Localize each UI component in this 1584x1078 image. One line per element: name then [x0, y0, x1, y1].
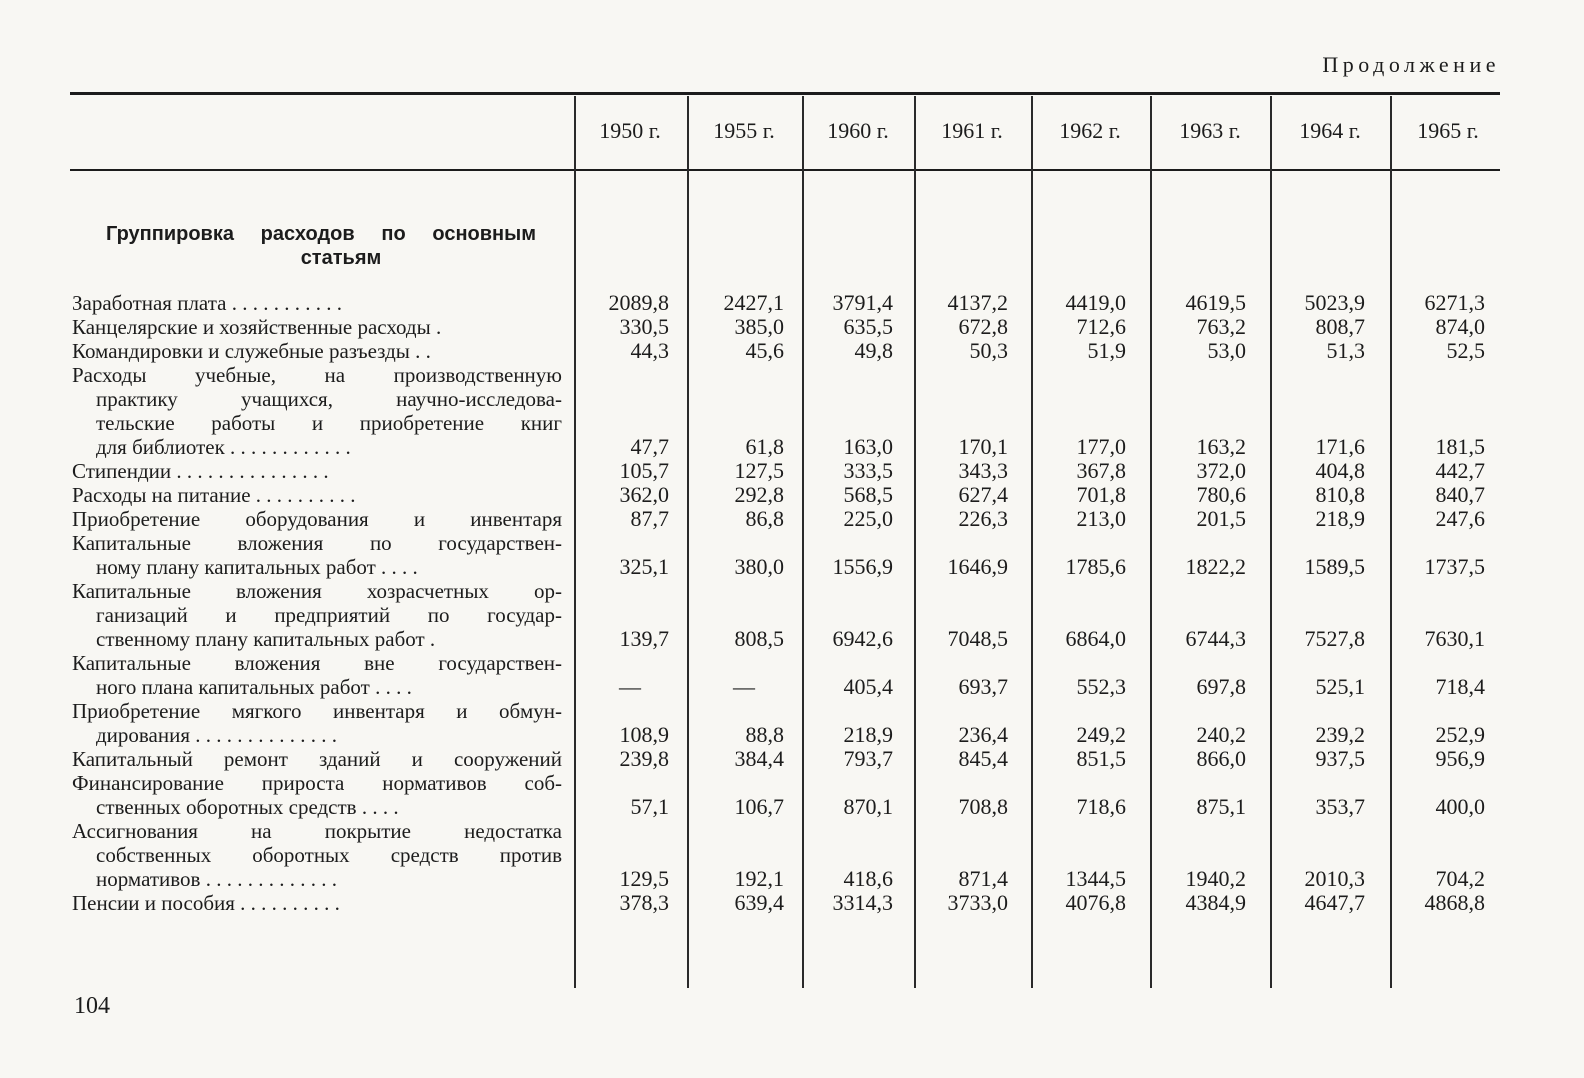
section-heading-line: Группировка расходов по основным	[106, 223, 536, 245]
table-cell: 870,1	[843, 794, 893, 819]
row-label	[72, 507, 562, 531]
row-label-line: ственных оборотных средств . . . .	[96, 795, 399, 819]
table-cell: 47,7	[630, 434, 669, 459]
table-cell: 3733,0	[947, 890, 1008, 915]
column-divider	[802, 96, 804, 988]
table-cell: 780,6	[1196, 482, 1246, 507]
table-cell: 362,0	[619, 482, 669, 507]
table-cell: 4619,5	[1185, 290, 1246, 315]
table-cell: 875,1	[1196, 794, 1246, 819]
table-cell: 400,0	[1435, 794, 1485, 819]
table-cell: 845,4	[958, 746, 1008, 771]
row-label-line: Капитальные вложения хозрасчетных ор-	[72, 579, 562, 603]
row-label	[72, 339, 562, 363]
row-label-line: Расходы на питание . . . . . . . . . .	[72, 483, 356, 507]
table-cell: 704,2	[1435, 866, 1485, 891]
table-cell: 697,8	[1196, 674, 1246, 699]
row-label	[72, 747, 562, 771]
table-cell: 4137,2	[947, 290, 1008, 315]
row-label	[72, 315, 562, 339]
table-cell: 3314,3	[832, 890, 893, 915]
table-cell: 3791,4	[832, 290, 893, 315]
table-cell: 635,5	[843, 314, 893, 339]
table-cell: 249,2	[1076, 722, 1126, 747]
year-header: 1964 г.	[1299, 118, 1361, 143]
table-cell: 333,5	[843, 458, 893, 483]
table-cell: 793,7	[843, 746, 893, 771]
table-cell: 404,8	[1315, 458, 1365, 483]
table-cell: —	[733, 674, 755, 699]
table-cell: 213,0	[1076, 506, 1126, 531]
row-label	[72, 459, 562, 483]
table-cell: 86,8	[745, 506, 784, 531]
table-cell: 7630,1	[1424, 626, 1485, 651]
row-label	[72, 699, 562, 747]
table-cell: 718,4	[1435, 674, 1485, 699]
table-cell: 1822,2	[1185, 554, 1246, 579]
table-cell: 127,5	[734, 458, 784, 483]
table-cell: 405,4	[843, 674, 893, 699]
column-divider	[1270, 96, 1272, 988]
table-cell: 61,8	[745, 434, 784, 459]
row-label-line: ственному плану капитальных работ .	[96, 627, 436, 651]
column-divider	[1150, 96, 1152, 988]
year-header: 1960 г.	[827, 118, 889, 143]
table-cell: 177,0	[1076, 434, 1126, 459]
year-header: 1961 г.	[941, 118, 1003, 143]
table-cell: 552,3	[1076, 674, 1126, 699]
row-label-line: Капитальные вложения вне государствен-	[72, 651, 562, 675]
table-cell: 866,0	[1196, 746, 1246, 771]
row-label-line: Заработная плата . . . . . . . . . . .	[72, 291, 342, 315]
continuation-label: Продолжение	[1322, 52, 1500, 77]
row-label-line: Приобретение мягкого инвентаря и обмун-	[72, 699, 562, 723]
column-divider	[687, 96, 689, 988]
table-cell: 236,4	[958, 722, 1008, 747]
table-cell: 568,5	[843, 482, 893, 507]
table-cell: 2089,8	[608, 290, 669, 315]
row-label-line: дирования . . . . . . . . . . . . . .	[96, 723, 338, 747]
column-divider	[1390, 96, 1392, 988]
table-cell: 1785,6	[1065, 554, 1126, 579]
table-cell: 956,9	[1435, 746, 1485, 771]
column-divider	[914, 96, 916, 988]
table-cell: 201,5	[1196, 506, 1246, 531]
row-label	[72, 819, 562, 891]
table-cell: 108,9	[619, 722, 669, 747]
table-cell: 1556,9	[832, 554, 893, 579]
row-label-line: Капитальный ремонт зданий и сооружений	[72, 747, 562, 771]
table-cell: 808,7	[1315, 314, 1365, 339]
table-cell: 49,8	[854, 338, 893, 363]
table-cell: 418,6	[843, 866, 893, 891]
page-number: 104	[74, 993, 110, 1019]
table-cell: 51,3	[1326, 338, 1365, 363]
table-cell: 252,9	[1435, 722, 1485, 747]
table-cell: 163,0	[843, 434, 893, 459]
table-cell: 226,3	[958, 506, 1008, 531]
year-header: 1955 г.	[713, 118, 775, 143]
table-cell: 1940,2	[1185, 866, 1246, 891]
row-label-line: Командировки и служебные разъезды . .	[72, 339, 431, 363]
section-heading	[106, 222, 536, 270]
table-cell: 380,0	[734, 554, 784, 579]
table-cell: 851,5	[1076, 746, 1126, 771]
table-cell: 2427,1	[723, 290, 784, 315]
row-label-line: Капитальные вложения по государствен-	[72, 531, 562, 555]
table-cell: 105,7	[619, 458, 669, 483]
table-cell: 525,1	[1315, 674, 1365, 699]
row-label	[72, 891, 562, 915]
table-cell: 325,1	[619, 554, 669, 579]
table-cell: 239,2	[1315, 722, 1365, 747]
table-cell: 4868,8	[1424, 890, 1485, 915]
table-cell: 1344,5	[1065, 866, 1126, 891]
table-cell: 4076,8	[1065, 890, 1126, 915]
table-cell: 808,5	[734, 626, 784, 651]
table-top-rule	[70, 92, 1500, 95]
table-cell: 343,3	[958, 458, 1008, 483]
year-header: 1950 г.	[599, 118, 661, 143]
row-label	[72, 579, 562, 651]
table-cell: 5023,9	[1304, 290, 1365, 315]
table-cell: 225,0	[843, 506, 893, 531]
table-cell: 1589,5	[1304, 554, 1365, 579]
table-cell: 708,8	[958, 794, 1008, 819]
column-divider	[574, 96, 576, 988]
row-label-line: ного плана капитальных работ . . . .	[96, 675, 412, 699]
row-label-line: Финансирование прироста нормативов соб-	[72, 771, 562, 795]
table-cell: 4419,0	[1065, 290, 1126, 315]
table-cell: 330,5	[619, 314, 669, 339]
table-cell: 442,7	[1435, 458, 1485, 483]
column-divider	[1031, 96, 1033, 988]
table-cell: 937,5	[1315, 746, 1365, 771]
table-cell: 693,7	[958, 674, 1008, 699]
row-label-line: Приобретение оборудования и инвентаря	[72, 507, 562, 531]
row-label-line: собственных оборотных средств против	[96, 843, 562, 867]
table-cell: 129,5	[619, 866, 669, 891]
row-label-line: Стипендии . . . . . . . . . . . . . . .	[72, 459, 329, 483]
table-cell: 218,9	[1315, 506, 1365, 531]
table-cell: 810,8	[1315, 482, 1365, 507]
table-cell: 378,3	[619, 890, 669, 915]
year-header: 1962 г.	[1059, 118, 1121, 143]
table-cell: 353,7	[1315, 794, 1365, 819]
year-header: 1963 г.	[1179, 118, 1241, 143]
table-cell: 6271,3	[1424, 290, 1485, 315]
row-label-line: практику учащихся, научно-исследова-	[96, 387, 562, 411]
table-cell: 1646,9	[947, 554, 1008, 579]
section-heading-line: статьям	[300, 247, 382, 269]
row-label	[72, 363, 562, 459]
row-label-line: для библиотек . . . . . . . . . . . .	[96, 435, 351, 459]
table-cell: 53,0	[1207, 338, 1246, 363]
table-cell: 139,7	[619, 626, 669, 651]
row-label-line: ному плану капитальных работ . . . .	[96, 555, 418, 579]
table-cell: 4647,7	[1304, 890, 1365, 915]
table-cell: 88,8	[745, 722, 784, 747]
table-cell: 50,3	[969, 338, 1008, 363]
row-label-line: Пенсии и пособия . . . . . . . . . .	[72, 891, 340, 915]
row-label-line: Канцелярские и хозяйственные расходы .	[72, 315, 442, 339]
table-cell: 718,6	[1076, 794, 1126, 819]
table-cell: 384,4	[734, 746, 784, 771]
year-header: 1965 г.	[1417, 118, 1479, 143]
table-cell: 239,8	[619, 746, 669, 771]
table-cell: 247,6	[1435, 506, 1485, 531]
table-cell: 6744,3	[1185, 626, 1246, 651]
table-cell: 672,8	[958, 314, 1008, 339]
table-cell: 181,5	[1435, 434, 1485, 459]
table-cell: 712,6	[1076, 314, 1126, 339]
table-cell: 840,7	[1435, 482, 1485, 507]
table-cell: 367,8	[1076, 458, 1126, 483]
table-cell: 106,7	[734, 794, 784, 819]
table-cell: 871,4	[958, 866, 1008, 891]
row-label	[72, 291, 562, 315]
table-cell: 51,9	[1087, 338, 1126, 363]
table-cell: 385,0	[734, 314, 784, 339]
row-label-line: Ассигнования на покрытие недостатка	[72, 819, 562, 843]
table-cell: 171,6	[1315, 434, 1365, 459]
table-cell: 218,9	[843, 722, 893, 747]
table-cell: 44,3	[630, 338, 669, 363]
row-label	[72, 531, 562, 579]
table-cell: 52,5	[1446, 338, 1485, 363]
table-cell: 292,8	[734, 482, 784, 507]
table-cell: 6942,6	[832, 626, 893, 651]
table-cell: 639,4	[734, 890, 784, 915]
row-label-line: ганизаций и предприятий по государ-	[96, 603, 562, 627]
table-cell: 7048,5	[947, 626, 1008, 651]
row-label-line: нормативов . . . . . . . . . . . . .	[96, 867, 337, 891]
table-cell: 240,2	[1196, 722, 1246, 747]
table-cell: 45,6	[745, 338, 784, 363]
table-cell: 7527,8	[1304, 626, 1365, 651]
table-cell: 701,8	[1076, 482, 1126, 507]
table-cell: 763,2	[1196, 314, 1246, 339]
table-cell: 372,0	[1196, 458, 1246, 483]
table-cell: —	[619, 674, 641, 699]
table-cell: 57,1	[630, 794, 669, 819]
table-cell: 170,1	[958, 434, 1008, 459]
table-cell: 6864,0	[1065, 626, 1126, 651]
row-label-line: Расходы учебные, на производственную	[72, 363, 562, 387]
table-cell: 4384,9	[1185, 890, 1246, 915]
table-cell: 2010,3	[1304, 866, 1365, 891]
table-cell: 627,4	[958, 482, 1008, 507]
table-cell: 1737,5	[1424, 554, 1485, 579]
table-cell: 192,1	[734, 866, 784, 891]
table-cell: 87,7	[630, 506, 669, 531]
table-cell: 163,2	[1196, 434, 1246, 459]
row-label	[72, 483, 562, 507]
table-cell: 874,0	[1435, 314, 1485, 339]
row-label	[72, 771, 562, 819]
row-label-line: тельские работы и приобретение книг	[96, 411, 562, 435]
row-label	[72, 651, 562, 699]
table-header-rule	[70, 169, 1500, 171]
